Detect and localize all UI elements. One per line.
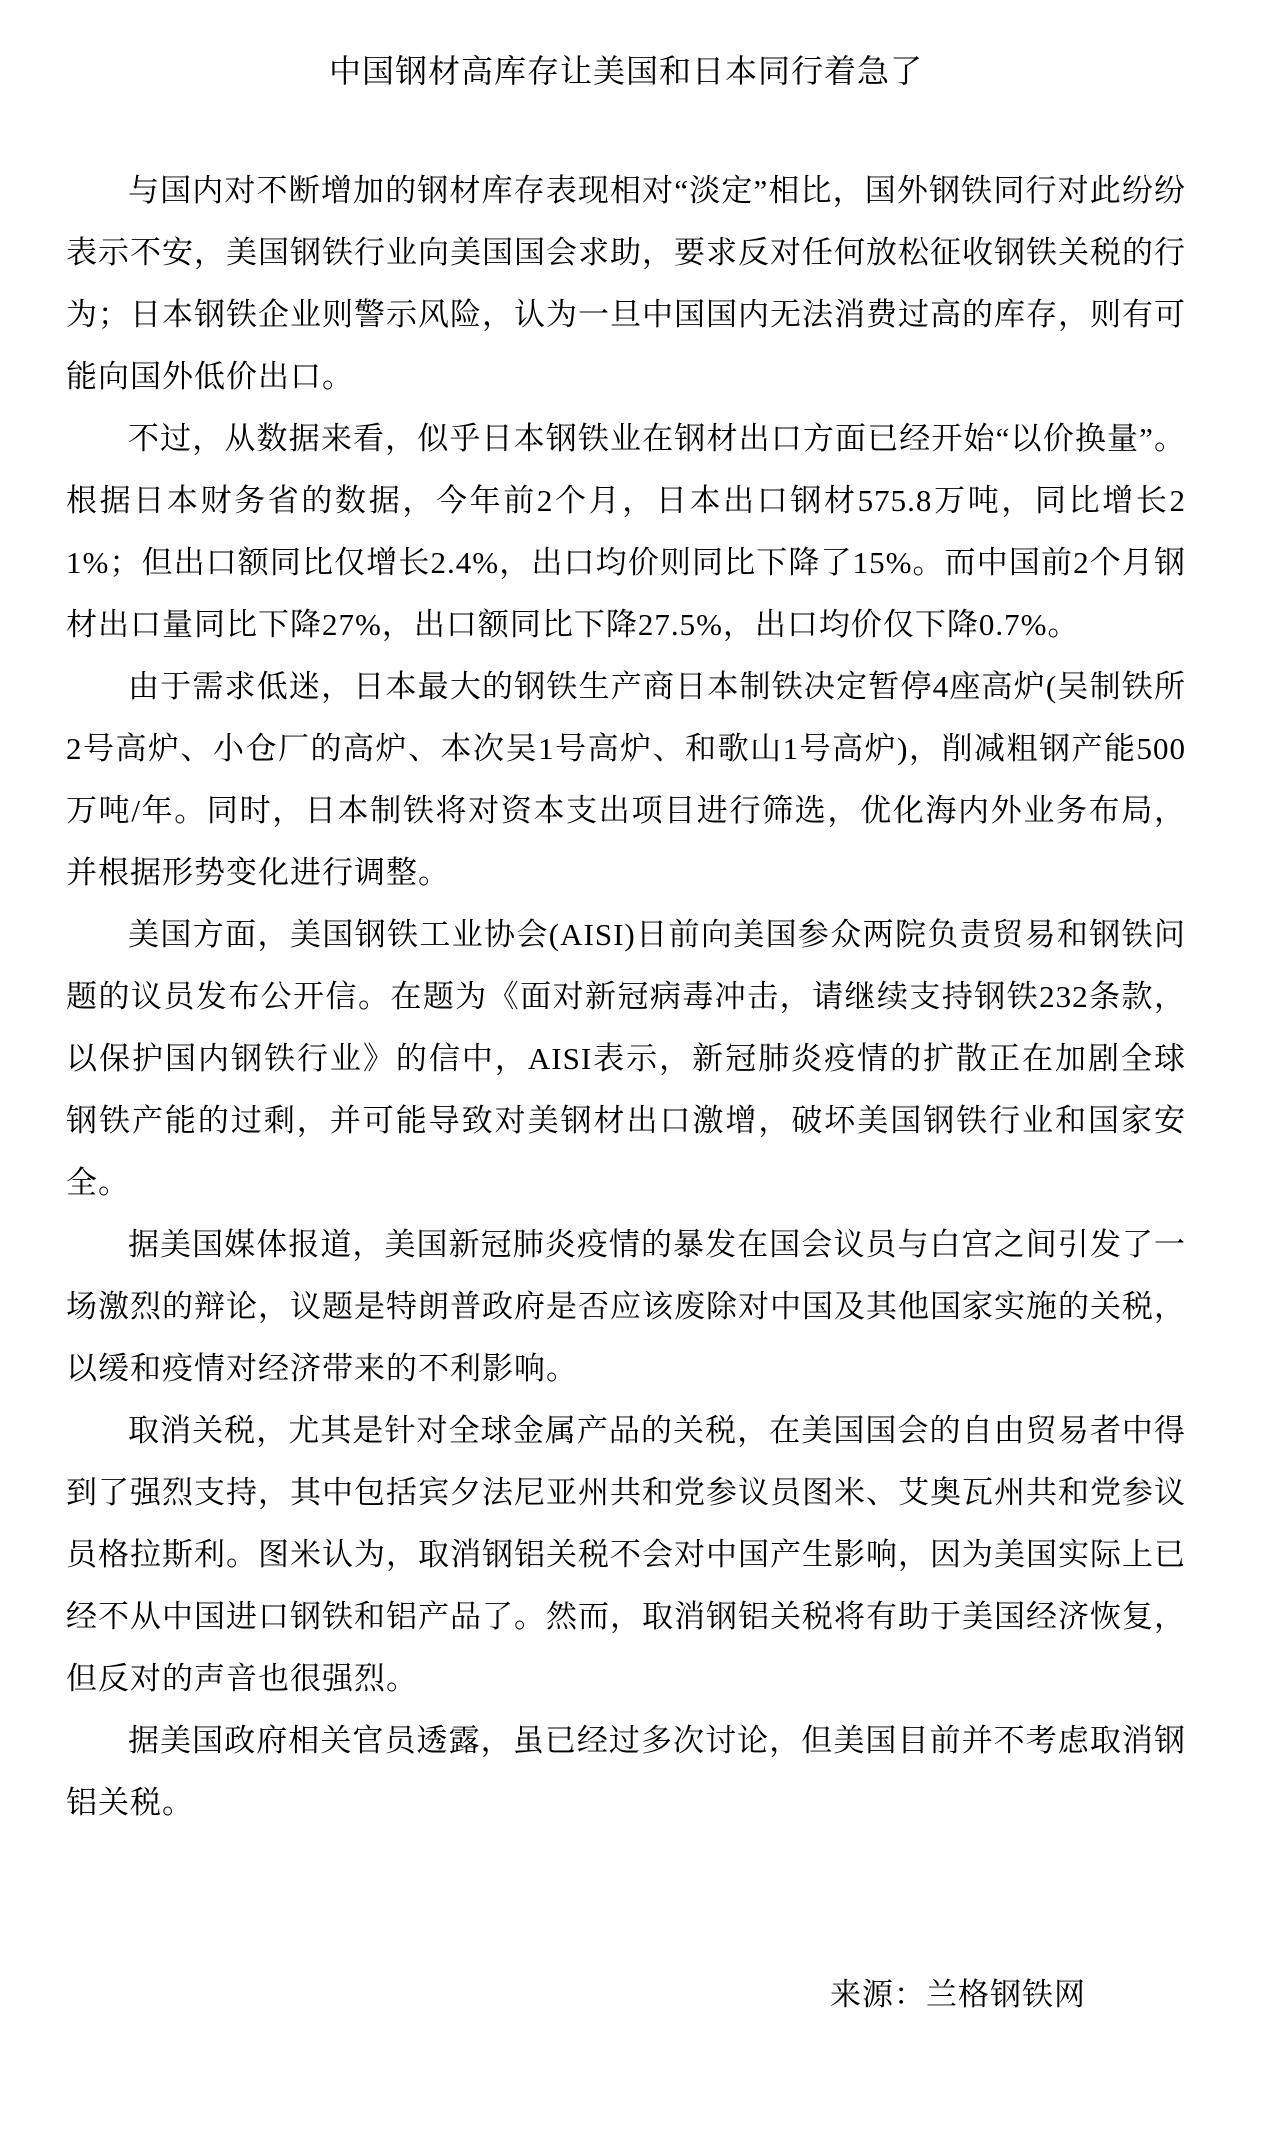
article-title: 中国钢材高库存让美国和日本同行着急了 <box>328 53 923 89</box>
paragraph-1: 与国内对不断增加的钢材库存表现相对“淡定”相比，国外钢铁同行对此纷纷表示不安，美国钢铁行业向美国国会求助，要求反对任何放松征收钢铁关税的行为；日本钢铁企业则警示风险，认为一旦中国国内无法消费过高的库存，则有可能向国外低价出口。 <box>66 173 1186 394</box>
paragraph-3: 由于需求低迷，日本最大的钢铁生产商日本制铁决定暂停4座高炉(吴制铁所2号高炉、小仓厂的高炉、本次吴1号高炉、和歌山1号高炉)，削减粗钢产能500万吨/年。同时，日本制铁将对资本支出项目进行筛选，优化海内外业务布局，并根据形势变化进行调整。 <box>66 669 1186 890</box>
paragraph-2: 不过，从数据来看，似乎日本钢铁业在钢材出口方面已经开始“以价换量”。根据日本财务省的数据，今年前2个月，日本出口钢材575.8万吨，同比增长21%；但出口额同比仅增长2.4%，出口均价则同比下降了15%。而中国前2个月钢材出口量同比下降27%，出口额同比下降27.5%，出口均价仅下降0.7%。 <box>66 421 1186 642</box>
paragraph-7: 据美国政府相关官员透露，虽已经过多次讨论，但美国目前并不考虑取消钢铝关税。 <box>66 1723 1186 1820</box>
article-body <box>66 160 1186 1834</box>
paragraph-5: 据美国媒体报道，美国新冠肺炎疫情的暴发在国会议员与白宫之间引发了一场激烈的辩论，议题是特朗普政府是否应该废除对中国及其他国家实施的关税，以缓和疫情对经济带来的不利影响。 <box>66 1227 1186 1386</box>
source-line: 来源：兰格钢铁网 <box>830 1977 1086 2012</box>
paragraph-6: 取消关税，尤其是针对全球金属产品的关税，在美国国会的自由贸易者中得到了强烈支持，其中包括宾夕法尼亚州共和党参议员图米、艾奥瓦州共和党参议员格拉斯利。图米认为，取消钢铝关税不会对中国产生影响，因为美国实际上已经不从中国进口钢铁和铝产品了。然而，取消钢铝关税将有助于美国经济恢复，但反对的声音也很强烈。 <box>66 1413 1186 1696</box>
paragraph-4: 美国方面，美国钢铁工业协会(AISI)日前向美国参众两院负责贸易和钢铁问题的议员发布公开信。在题为《面对新冠病毒冲击，请继续支持钢铁232条款，以保护国内钢铁行业》的信中，AISI表示，新冠肺炎疫情的扩散正在加剧全球钢铁产能的过剩，并可能导致对美钢材出口激增，破坏美国钢铁行业和国家安全。 <box>66 917 1186 1200</box>
